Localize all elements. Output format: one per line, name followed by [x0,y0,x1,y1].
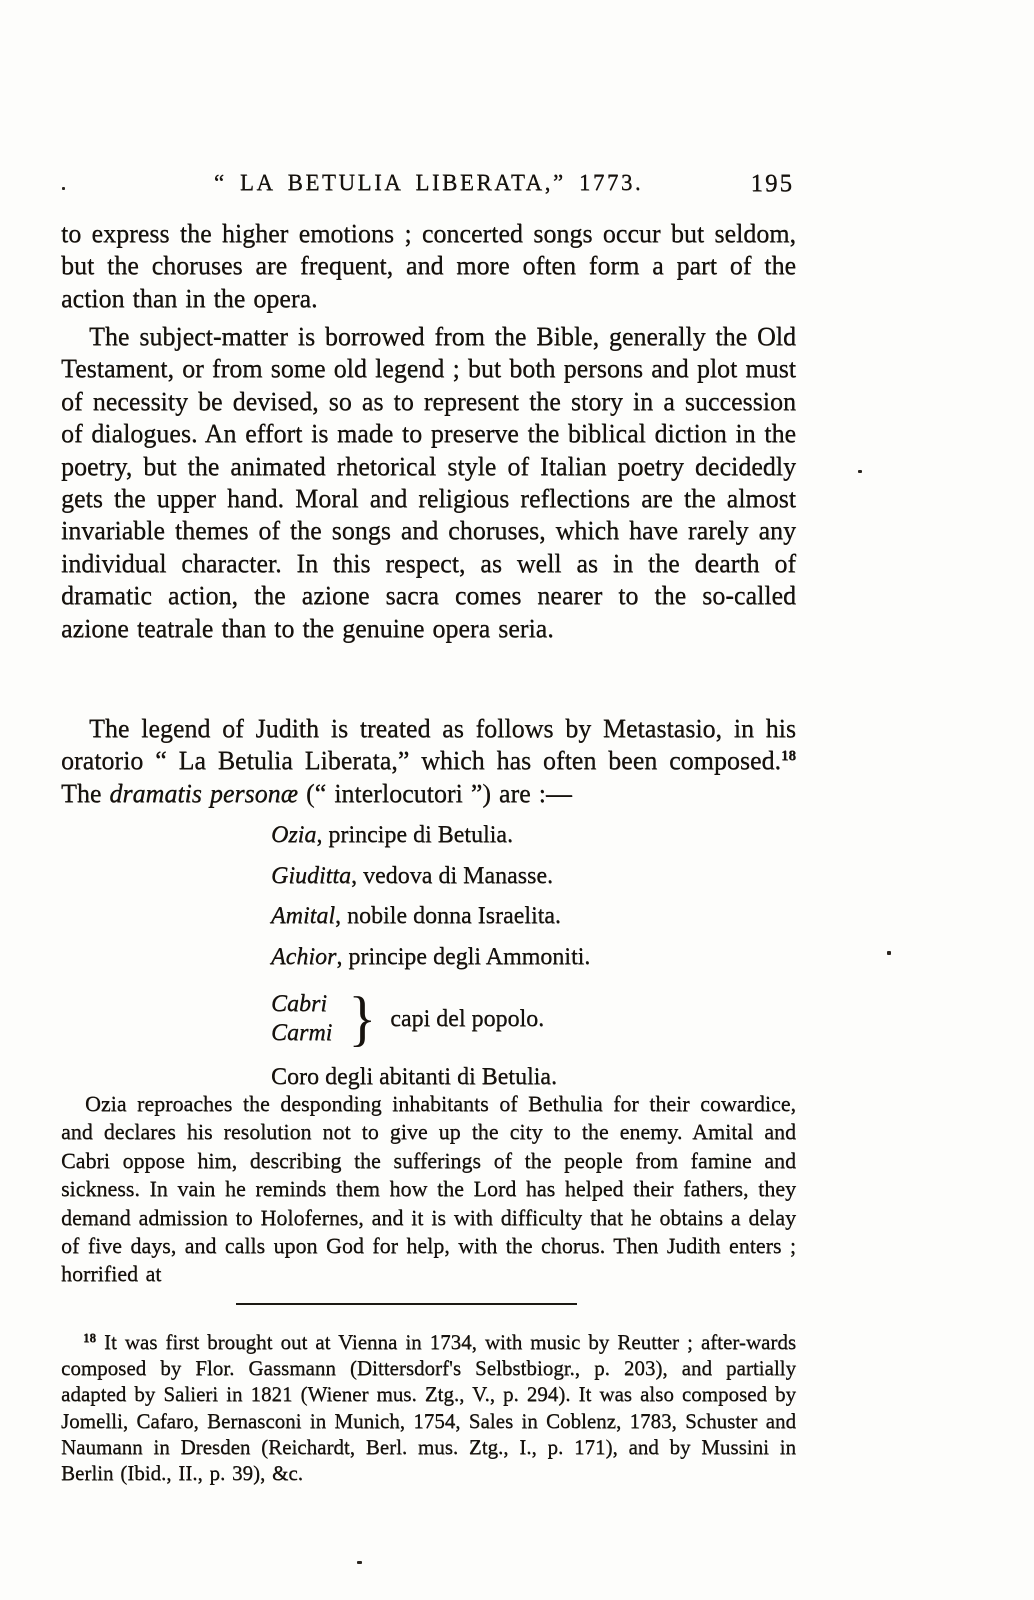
cast-name: Achior [271,943,337,970]
footnote-marker: 18 [83,1330,96,1345]
cast-entry [271,944,751,985]
scan-speck [887,951,891,955]
scan-speck [858,470,862,473]
page-number: 195 [750,170,794,197]
body-paragraph-continuation: to express the higher emotions ; concerted songs occur but seldom, but the choruses are frequent, and more often form a part of the action than in the opera. [61,219,796,313]
cast-role: capi del popolo. [390,1005,545,1032]
cast-role: , vedova di Manasse. [351,862,553,889]
cast-role: , principe di Betulia. [316,822,513,848]
paragraph-text: The [61,778,110,808]
cast-chorus-line: Coro degli abitanti di Betulia. [271,1064,557,1090]
cast-entry [271,863,751,904]
paragraph-text: The legend of Judith is treated as follows by Metastasio, in his oratorio “ La Betulia Liberata,” which has often been composed. [61,714,796,776]
footnote-text: It was first brought out at Vienna in 1734, with music by Reutter ; after-wards composed by Flor. Gassmann (Dittersdorf's Selbstbiogr., p. 203), and partially adapted by Salieri in 1821 (Wiener mus. Ztg., V., p. 294). It was also composed by Jomelli, Cafaro, Bernasconi in Munich, 1754, Sales in Coblenz, 1783, Schuster and Naumann in Dresden (Reichardt, Berl. mus. Ztg., I., p. 171), and by Mussini in Berlin (Ibid., II., p. 39), &c. [61,1330,797,1486]
body-paragraph-legend-of-judith [61,713,796,810]
cast-name: Carmi [271,1020,333,1046]
cast-name: Ozia [271,822,317,848]
cast-group-names [271,990,332,1048]
footnote-separator-rule [236,1303,577,1305]
footnote-reference-18: 18 [781,748,796,765]
paragraph-text: (“ interlocutori ”) are :— [298,778,572,808]
cast-list [271,822,751,1091]
scan-speck [357,1561,362,1564]
synopsis-paragraph: Ozia reproaches the desponding inhabitants of Bethulia for their cowardice, and declares his resolution not to give up the city to the enemy. Amital and Cabri oppose him, describing the sufferings of the people from famine and sickness. In vain he reminds them how the Lord has helped their fathers, they demand admission to Holofernes, and it is with difficulty that he obtains a delay of five days, and calls upon God for help, with the chorus. Then Judith enters ; horrified at [61,1091,796,1287]
dramatis-personae-italic: dramatis personæ [109,778,298,808]
running-title: “ LA BETULIA LIBERATA,” 1773. [213,170,644,195]
running-header [61,170,796,204]
cast-name: Amital [271,903,335,929]
footnote-paragraph [61,1329,796,1486]
cast-role: , nobile donna Israelita. [335,903,561,929]
cast-role: , principe degli Ammoniti. [336,943,591,970]
cast-entry [271,822,751,863]
cast-entry [271,903,751,944]
body-paragraph-subject-matter: The subject-matter is borrowed from the Bible, generally the Old Testament, or from some old legend ; but both persons and plot must of necessity be devised, so as to represent the story in a succession of dialogues. An effort is made to preserve the biblical diction in the poetry, but the animated rhetorical style of Italian poetry decidedly gets the upper hand. Moral and religious reflections are the almost invariable themes of the songs and choruses, which have rarely any individual character. In this respect, as well as in the dearth of dramatic action, the azione sacra comes nearer to the so-called azione teatrale than to the genuine opera seria. [61,322,796,643]
cast-entry-group: Cabri Carmi } capi del popolo. [271,984,545,1053]
cast-name: Cabri [271,991,328,1017]
cast-name: Giuditta [271,862,352,889]
